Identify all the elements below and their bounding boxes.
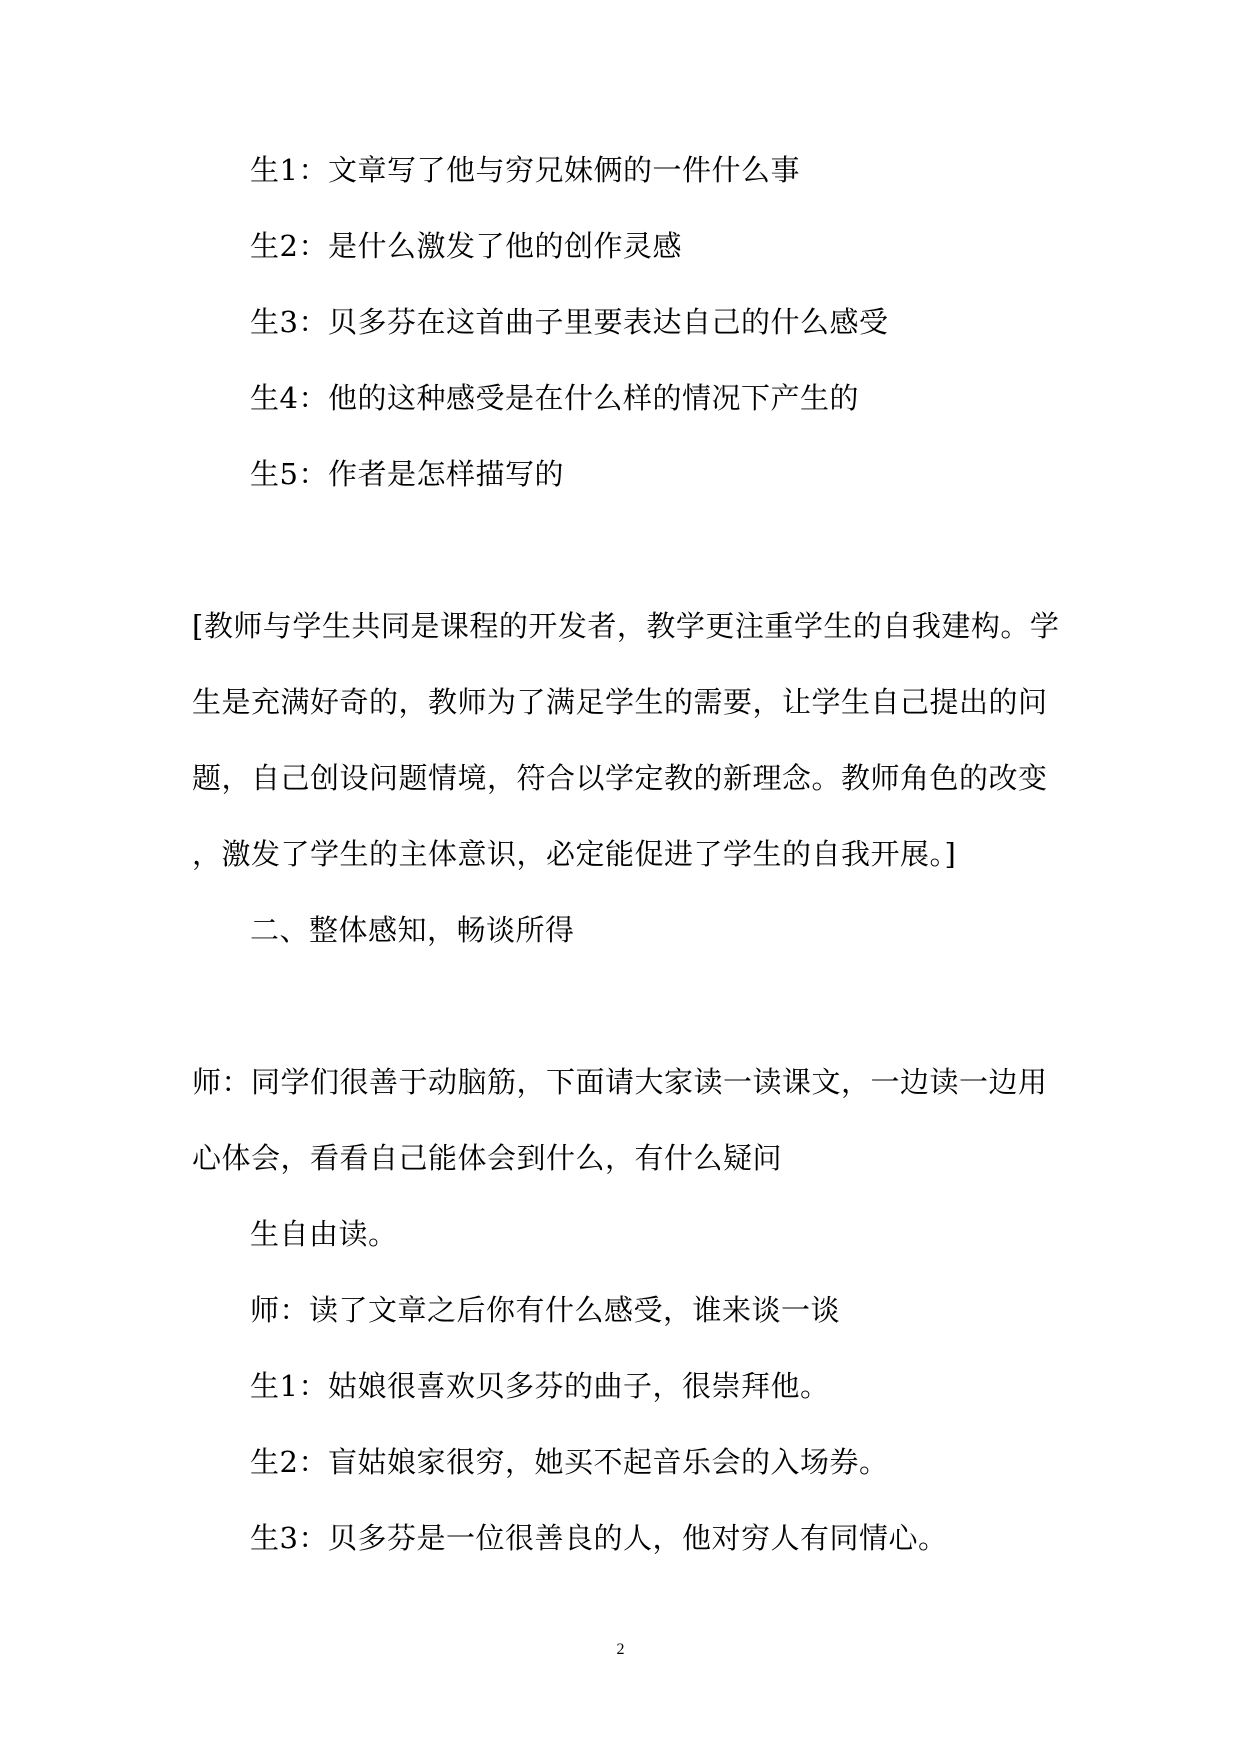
text-line: 师：同学们很善于动脑筋，下面请大家读一读课文，一边读一边用 bbox=[192, 1065, 1048, 1099]
text-line: 生3：贝多芬是一位很善良的人，他对穷人有同情心。 bbox=[250, 1521, 948, 1555]
page-number: 2 bbox=[616, 1641, 625, 1658]
text-line: 师：读了文章之后你有什么感受，谁来谈一谈 bbox=[250, 1293, 841, 1327]
text-line: 生5：作者是怎样描写的 bbox=[250, 457, 564, 491]
text-line: 生3：贝多芬在这首曲子里要表达自己的什么感受 bbox=[250, 305, 889, 339]
text-line: 生1：文章写了他与穷兄妹俩的一件什么事 bbox=[250, 153, 800, 187]
text-line: [教师与学生共同是课程的开发者，教学更注重学生的自我建构。学 bbox=[192, 609, 1060, 643]
text-line: 生2：盲姑娘家很穷，她买不起音乐会的入场券。 bbox=[250, 1445, 889, 1479]
text-line: 题，自己创设问题情境，符合以学定教的新理念。教师角色的改变 bbox=[192, 761, 1048, 795]
text-line: 生是充满好奇的，教师为了满足学生的需要，让学生自己提出的问 bbox=[192, 685, 1048, 719]
text-line: 生1：姑娘很喜欢贝多芬的曲子，很崇拜他。 bbox=[250, 1369, 830, 1403]
text-line: 生自由读。 bbox=[250, 1217, 398, 1251]
text-line: 心体会，看看自己能体会到什么，有什么疑问 bbox=[192, 1141, 783, 1175]
text-line: 生2：是什么激发了他的创作灵感 bbox=[250, 229, 682, 263]
text-line: ，激发了学生的主体意识，必定能促进了学生的自我开展。] bbox=[192, 837, 957, 871]
text-line: 生4：他的这种感受是在什么样的情况下产生的 bbox=[250, 381, 859, 415]
section-heading: 二、整体感知，畅谈所得 bbox=[250, 913, 575, 947]
